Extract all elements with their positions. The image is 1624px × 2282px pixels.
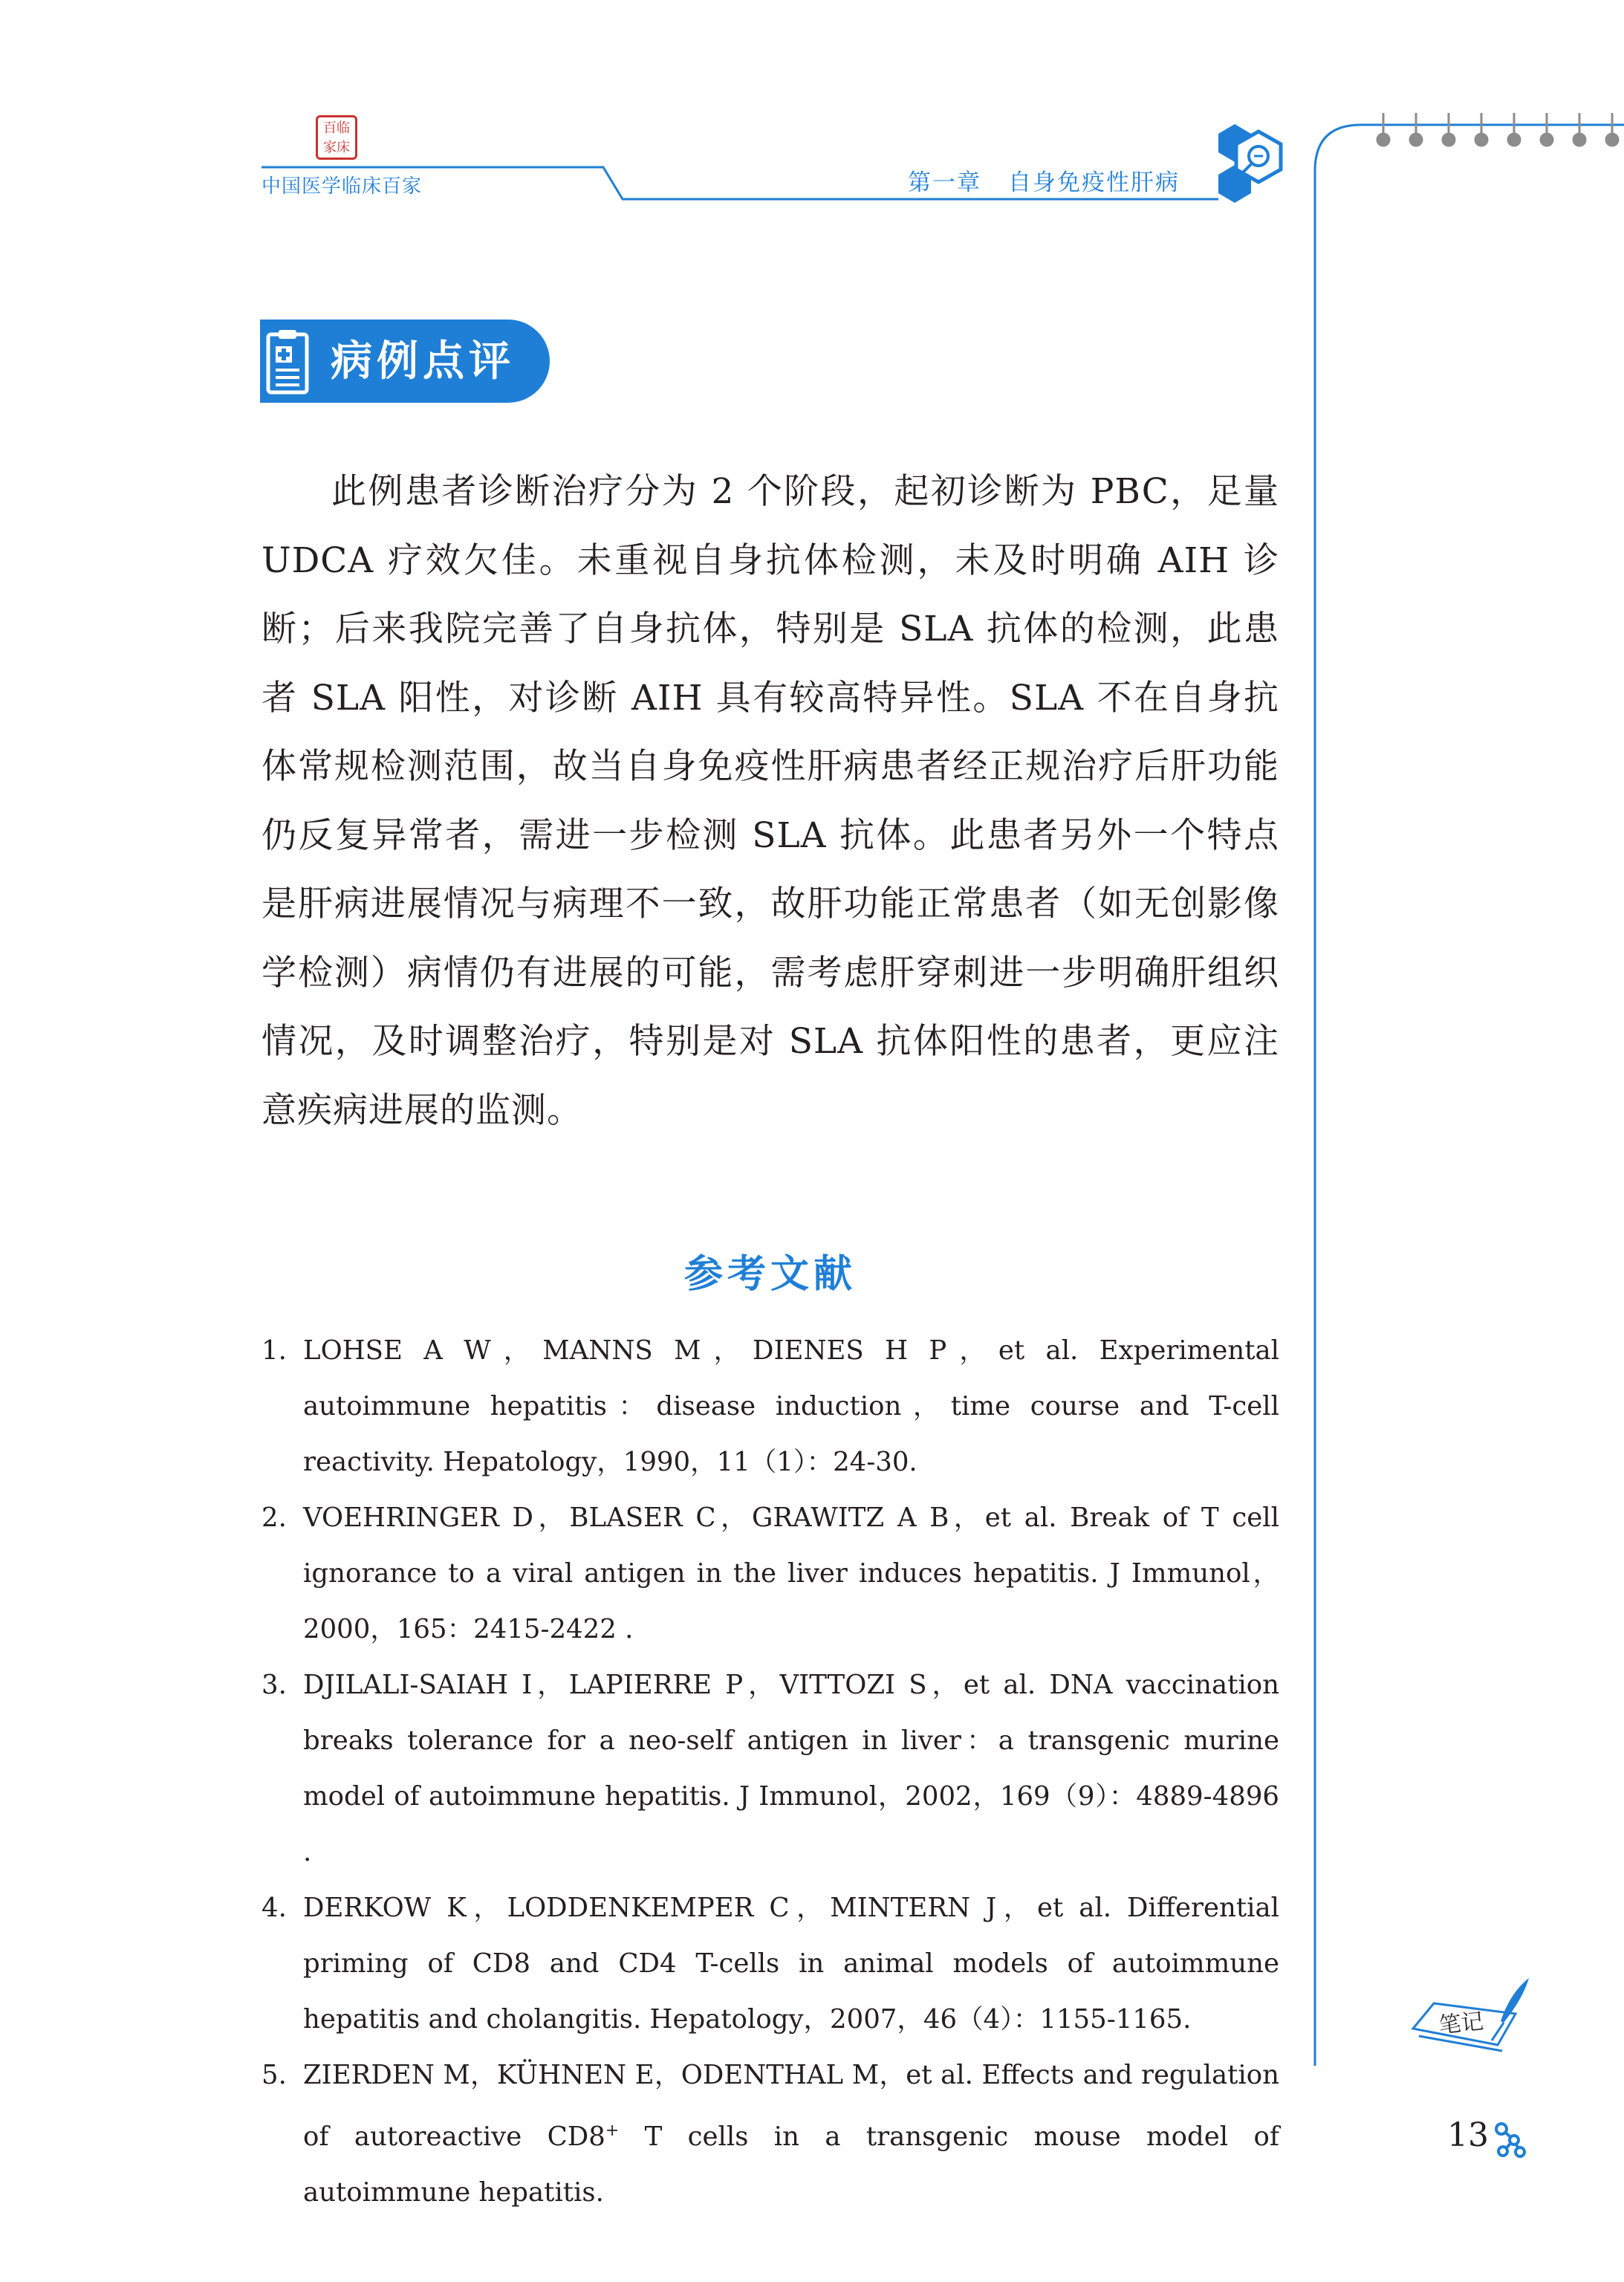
reference-number: 2. [262, 1503, 287, 1533]
reference-number: 3. [262, 1670, 287, 1700]
chapter-heading [908, 163, 1180, 197]
publisher-name: 中国医学临床百家 [262, 175, 423, 198]
reference-number: 5. [262, 2060, 287, 2090]
chapter-number: 第一章 [908, 169, 981, 196]
reference-item [262, 1490, 1279, 1657]
notes-badge [1404, 1977, 1530, 2066]
references-title: 参考文献 [683, 1252, 857, 1297]
clipboard-medical-icon [265, 327, 310, 395]
reference-list [262, 1323, 1279, 2220]
notes-margin [1308, 111, 1624, 2081]
page-number: 13 [1447, 2116, 1489, 2154]
quill-pen-icon [1492, 1978, 1529, 2040]
notes-label: 笔记 [1438, 2008, 1485, 2039]
case-commentary-paragraph: 此例患者诊断治疗分为 2 个阶段，起初诊断为 PBC，足量 UDCA 疗效欠佳。未重视自身抗体检测，未及时明确 AIH 诊断；后来我院完善了自身抗体，特别是 SLA 抗体的检测，此患者 SLA 阳性，对诊断 AIH 具有较高特异性。SLA 不在自身抗体常规检测范围，故当自身免疫性肝病患者经正规治疗后肝功能仍反复异常者，需进一步检测 SLA 抗体。此患者另外一个特点是肝病进展情况与病理不一致，故肝功能正常患者（如无创影像学检测）病情仍有进展的可能，需考虑肝穿刺进一步明确肝组织情况，及时调整治疗，特别是对 SLA 抗体阳性的患者，更应注意疾病进展的监测。 [262, 471, 1279, 1131]
reference-text: DJILALI-SAIAH I，LAPIERRE P，VITTOZI S，et al. DNA vaccination breaks tolerance for a neo-self antigen in liver：a transgenic murine model of autoimmune hepatitis. J Immunol，2002，169（9）：4889-4896 . [303, 1670, 1279, 1867]
reference-item [262, 2047, 1279, 2220]
superscript: + [605, 2121, 620, 2140]
reference-item [262, 1657, 1279, 1880]
chapter-title: 自身免疫性肝病 [1008, 169, 1180, 196]
reference-text [303, 2060, 1279, 2208]
reference-item [262, 1323, 1279, 1490]
reference-number: 1. [262, 1335, 287, 1366]
reference-item [262, 1880, 1279, 2047]
reference-number: 4. [262, 1893, 287, 1923]
reference-text: LOHSE A W，MANNS M，DIENES H P，et al. Experimental autoimmune hepatitis：disease induction，time course and T-cell reactivity. Hepatology，1990，11（1）：24-30. [303, 1335, 1279, 1477]
publisher-seal: 百临家床 [316, 115, 357, 160]
reference-text-part: ZIERDEN M，KÜHNEN E，ODENTHAL M，et al. Effects and regulation of autoreactive CD8 [303, 2060, 1279, 2152]
binder-rings [1377, 113, 1619, 146]
section-title: 病例点评 [331, 337, 515, 386]
reference-text: DERKOW K，LODDENKEMPER C，MINTERN J，et al. Differential priming of CD8 and CD4 T-cells in animal models of autoimmune hepatitis and cholangitis. Hepatology，2007，46（4）：1155-1165. [303, 1893, 1279, 2035]
reference-text-part: T cells in a transgenic mouse model of autoimmune hepatitis. [303, 2121, 1280, 2208]
reference-text: VOEHRINGER D，BLASER C，GRAWITZ A B，et al. Break of T cell ignorance to a viral antigen in the liver induces hepatitis. J Immunol，2000，165：2415-2422 . [303, 1503, 1279, 1644]
share-nodes-icon [1495, 2122, 1526, 2158]
